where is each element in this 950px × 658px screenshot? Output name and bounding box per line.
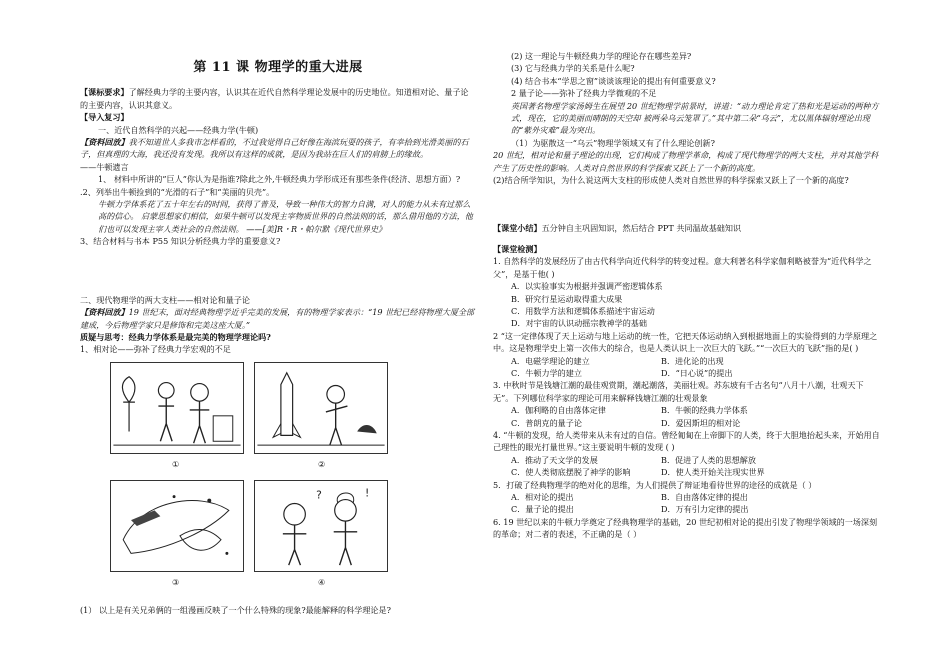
spaceship-trajectory-illustration xyxy=(111,481,243,571)
quantum-heading: 2 量子论——弥补了经典力学微观的不足 xyxy=(511,88,657,99)
q3-option-c: C．普朗克的量子论 xyxy=(511,417,582,428)
q3-option-b: B．牛顿的经典力学体系 xyxy=(661,405,748,416)
test-tag: 【课堂检测】 xyxy=(493,243,542,254)
panel-label-2: ② xyxy=(318,459,326,469)
test-question-1: 1. 自然科学的发展经历了由古代科学向近代科学的转变过程。意大利著名科学家伽利略被誉为“近代科学之父”，是基于他( ) xyxy=(493,256,872,279)
material-3 xyxy=(80,306,476,331)
material-1-source: ——牛顿遗言 xyxy=(80,161,129,172)
material-1-tag: 【资料回放】 xyxy=(80,137,129,148)
q2-option-d: D．“日心说”的提出 xyxy=(661,367,733,378)
q2-option-a: A．电磁学理论的建立 xyxy=(511,355,590,366)
comic-panel-4 xyxy=(254,480,388,572)
q2-options-row-1 xyxy=(493,355,883,367)
section-1-heading: 一、近代自然科学的兴起——经典力学(牛顿) xyxy=(98,124,259,135)
q5-option-b: B．自由落体定律的提出 xyxy=(661,492,748,502)
q5-options-row-1 xyxy=(493,491,883,503)
standard-text: 了解经典力学的主要内容，认识其在近代自然科学理论发展中的历史地位。知道相对论、量子论的主要内容，认识其意义。 xyxy=(80,87,469,110)
relativity-question-2: (2) 这一理论与牛顿经典力学的理论存在哪些差异? xyxy=(511,51,692,61)
test-question-2: 2 “这一定律体现了天上运动与地上运动的统一性，它把天体运动纳入到根据地面上的实验得到的力学原理之中。这是物理学史上第一次伟大的综合，也是人类认识上一次巨大的飞跃。”“一次巨大的飞跃”指的是( ) xyxy=(493,330,878,354)
lesson-title: 第 11 课 物理学的重大进展 xyxy=(193,60,363,75)
q2-option-b: B．进化论的出现 xyxy=(661,355,724,366)
q4-option-d: D．使人类开始关注现实世界 xyxy=(661,467,765,478)
svg-text:!: ! xyxy=(365,486,370,500)
quantum-question-2: (2)结合所学知识，为什么说这两大支柱的形成使人类对自然世界的科学探索又跃上了一个新的高度? xyxy=(493,175,849,186)
right-column xyxy=(493,50,883,541)
quantum-question-1: （1）为驱散这一“乌云”物理学领域又有了什么理论创新? xyxy=(511,137,715,148)
brothers-at-home-illustration xyxy=(111,363,243,453)
q1-option-a: A．以实验事实为根据并强调严密逻辑体系 xyxy=(511,281,663,292)
q1-option-c: C．用数学方法和逻辑体系描述宇宙运动 xyxy=(511,305,655,316)
q3-option-a: A．伽利略的自由落体定律 xyxy=(511,405,606,416)
relativity-question-3: (3) 它与经典力学的关系是什么呢? xyxy=(511,63,635,74)
q3-options-row-1 xyxy=(493,404,883,416)
q4-options-row-1 xyxy=(493,454,883,466)
panel-label-1: ① xyxy=(172,459,180,469)
q4-option-a: A．推动了天文学的发展 xyxy=(511,454,598,465)
answer-space xyxy=(80,248,476,294)
q5-option-c: C．量子论的提出 xyxy=(511,504,574,515)
material-1-text: 我不知道世人多我市怎样看的，不过我觉得自己好像在海滨玩耍的孩子，有幸拾到光滑美丽的石子，但真理的大海，我还没有发现。我所以有这样的成就，是因为我站在巨人们的肩膀上的缘故。 xyxy=(80,137,469,160)
q3-options-row-2 xyxy=(493,417,883,429)
test-question-3: 3. 中秋时节是钱塘江潮的最佳观赏期，潮起潮落，美丽壮观。苏东坡有千古名句“八月十八潮，壮观天下无”。下列哪位科学家的理论可用来解释钱塘江潮的壮观景象 xyxy=(493,380,864,403)
thomson-quote: 英国著名物理学家汤姆生在展望 20 世纪物理学前景时，讲道：“动力理论肯定了热和光是运动的两种方式，现在，它的美丽而晴朗的天空却 被两朵乌云笼罩了。”其中第二朵“乌云”，尤以黑体辐射理论出现的“紫外灾难”最为突出。 xyxy=(511,100,879,136)
test-question-4: 4. “牛顿的发现，给人类带来从未有过的自信。曾经匍匐在上帝脚下的人类，终于大胆地抬起头来，开始用自己理性的眼光打量世界。”这主要说明牛顿的发现 ( ) xyxy=(493,429,880,453)
guide-tag: 【导入复习】 xyxy=(80,112,129,123)
two-pillars-paragraph: 20 世纪，相对论和量子理论的出现，它们构成了物理学革命，构成了现代物理学的两大支柱，并对其他学科产生了历史性的影响。人类对自然世界的科学探索又跃上了一个新的高度。 xyxy=(493,150,879,173)
material-3-text: 19 世纪末，面对经典物理学近乎完美的发展，有的物理学家表示：“19 世纪已经将物理大厦全部建成，今后物理学家只是修饰和完美这座大厦。” xyxy=(80,307,475,330)
comic-question: (1） 以上是有关兄弟俩的一组漫画反映了一个什么特殊的现象?最能解释的科学理论是? xyxy=(80,604,391,615)
relativity-heading: 1、相对论——弥补了经典力学宏观的不足 xyxy=(80,344,231,355)
answer-space xyxy=(493,186,883,222)
q2-options-row-2 xyxy=(493,367,883,379)
relativity-question-4: (4) 结合书本“学思之窗”谈谈该理论的提出有何重要意义? xyxy=(511,75,716,86)
comic-strip xyxy=(100,362,400,600)
left-column xyxy=(80,62,476,616)
comic-panel-3 xyxy=(110,480,244,572)
rocket-launch-illustration xyxy=(255,363,387,453)
q4-option-c: C．使人类彻底摆脱了神学的影响 xyxy=(511,467,631,478)
standard-tag: 【课标要求】 xyxy=(80,87,129,98)
test-question-6: 6. 19 世纪以来的牛顿力学奠定了经典物理学的基础，20 世纪初相对论的提出引发了物理学领域的一场深刻的革命；对二者的表述，不正确的是（ ） xyxy=(493,516,878,540)
q4-option-b: B．促进了人类的思想解放 xyxy=(661,454,756,465)
svg-text:?: ? xyxy=(316,488,322,502)
summary-tag: 【课堂小结】 xyxy=(493,223,542,234)
comic-panel-2 xyxy=(254,362,388,454)
spacer xyxy=(493,235,883,243)
q4-options-row-2 xyxy=(493,466,883,478)
test-question-5: 5．打破了经典物理学的绝对化的思维，为人们提供了辩证地看待世界的途径的成就是（ ） xyxy=(493,479,817,490)
class-summary xyxy=(493,222,883,234)
material-1 xyxy=(80,136,476,161)
q5-options-row-2 xyxy=(493,503,883,515)
q3-option-d: D．爱因斯坦的相对论 xyxy=(661,417,741,428)
reunion-illustration xyxy=(255,481,387,571)
material-3-tag: 【资料回放】 xyxy=(80,307,129,318)
q1-option-d: D．对宇宙的认识动摇宗教神学的基础 xyxy=(511,318,647,329)
curriculum-standard xyxy=(80,86,476,111)
question-3: 3、结合材料与书本 P55 知识分析经典力学的重要意义? xyxy=(80,236,281,247)
question-1: 1、 材料中所讲的”巨人”你认为是指谁?除此之外,牛顿经典力学形成还有那些条件(经济、思想方面）? xyxy=(98,174,461,185)
comic-panel-1 xyxy=(110,362,244,454)
q2-option-c: C．牛顿力学的建立 xyxy=(511,367,582,378)
q5-option-d: D．万有引力定律的提出 xyxy=(661,504,749,515)
question-2: .2、列举出牛顿捡到的“光滑的石子”和“美丽的贝壳”。 xyxy=(80,186,275,197)
q1-option-b: B．研究行星运动取得重大成果 xyxy=(511,293,623,304)
panel-label-3: ③ xyxy=(172,577,180,587)
section-2-heading: 二、现代物理学的两大支柱——相对论和量子论 xyxy=(80,294,250,305)
material-2: 牛顿力学体系花了五十年左右的时间，获得了普及，导致一种伟大的智力自满，对人的能力从未有过那么高的信心。 启蒙思想家们相信，如果牛顿可以发现主宰物质世界的自然法则的话，那么借用他的方法，他们也可以发现主宰人类社会的自然法则。 ——[美]R・R・帕尔默《现代世界史》 xyxy=(98,199,473,234)
summary-text: 五分钟自主巩固知识，然后结合 PPT 共同温故基础知识 xyxy=(541,223,742,234)
panel-label-4: ④ xyxy=(318,577,326,587)
q5-option-a: A．相对论的提出 xyxy=(511,492,574,502)
think-question: 质疑与思考：经典力学体系是最完美的物理学理论吗? xyxy=(80,331,271,342)
